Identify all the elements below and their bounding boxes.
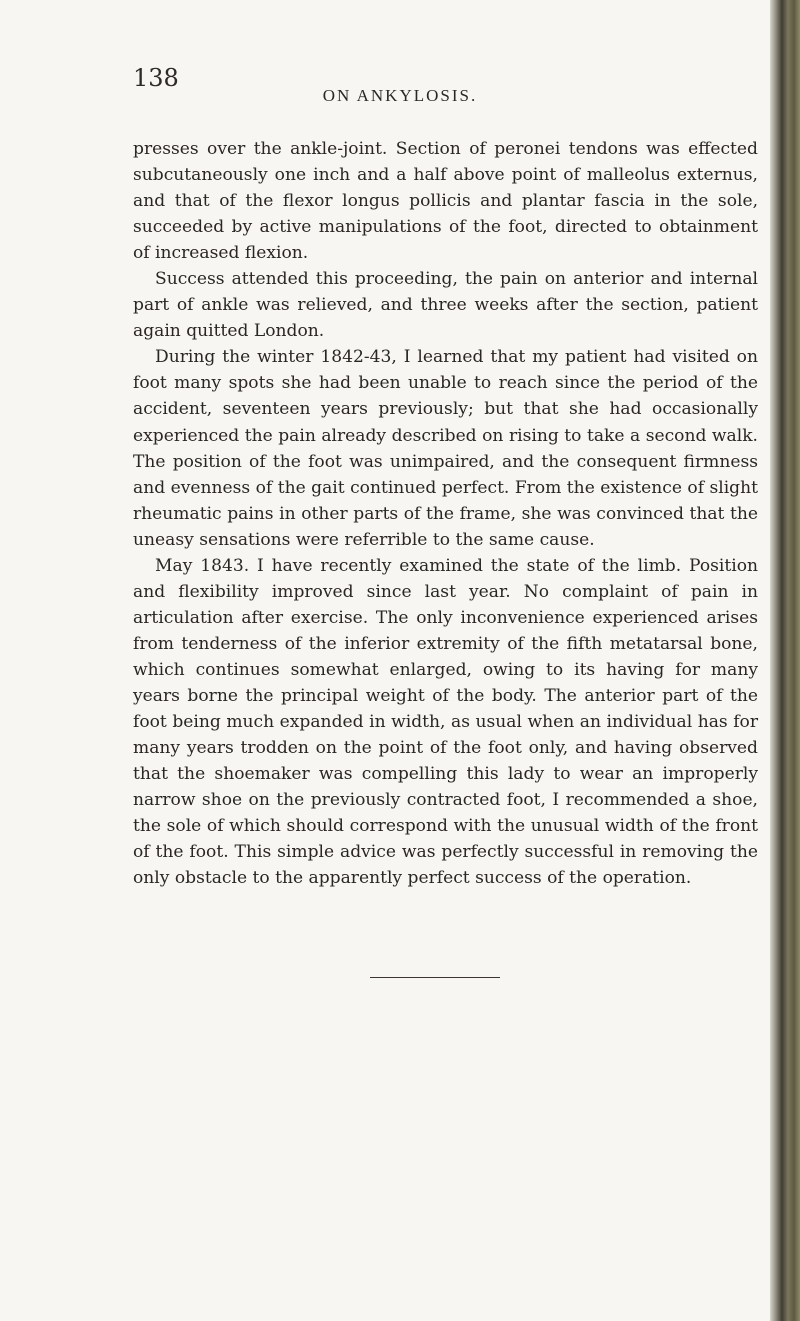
section-divider: [370, 977, 500, 978]
paragraph-3: During the winter 1842-43, I learned that my patient had visited on foot many spots she had been unable to reach since the period of the accident, seventeen years previously; but that she had occasionally experienced the pain already described on rising to take a second walk. The position of the foot was unimpaired, and the consequent firmness and evenness of the gait continued perfect. From the existence of slight rheumatic pains in other parts of the frame, she was convinced that the uneasy sensations were referrible to the same cause.: [133, 347, 758, 550]
paragraph-4: May 1843. I have recently examined the state of the limb. Position and flexibility improved since last year. No complaint of pain in articulation after exercise. The only inconvenience experienced arises from tenderness of the inferior extremity of the fifth metatarsal bone, which continues somewhat enlarged, owing to its having for many years borne the principal weight of the body. The anterior part of the foot being much expanded in width, as usual when an individual has for many years trodden on the point of the foot only, and having observed that the shoemaker was compelling this lady to wear an improperly narrow shoe on the previously contracted foot, I recommended a shoe, the sole of which should correspond with the unusual width of the front of the foot. This simple advice was perfectly successful in removing the only obstacle to the apparently perfect success of the operation.: [133, 555, 758, 889]
page-binding-edge: [770, 0, 800, 1321]
paragraph-2: Success attended this proceeding, the pain on anterior and internal part of ankle was relieved, and three weeks after the section, patient again quitted London.: [133, 269, 758, 342]
page-number: 138: [133, 64, 179, 92]
running-head: ON ANKYLOSIS.: [322, 86, 478, 105]
body-text: [133, 136, 758, 891]
paragraph-1: presses over the ankle-joint. Section of peronei tendons was effected subcutaneously one inch and a half above point of malleolus externus, and that of the flexor longus pollicis and plantar fascia in the sole, succeeded by active manipulations of the foot, directed to obtainment of increased flexion.: [133, 139, 758, 264]
